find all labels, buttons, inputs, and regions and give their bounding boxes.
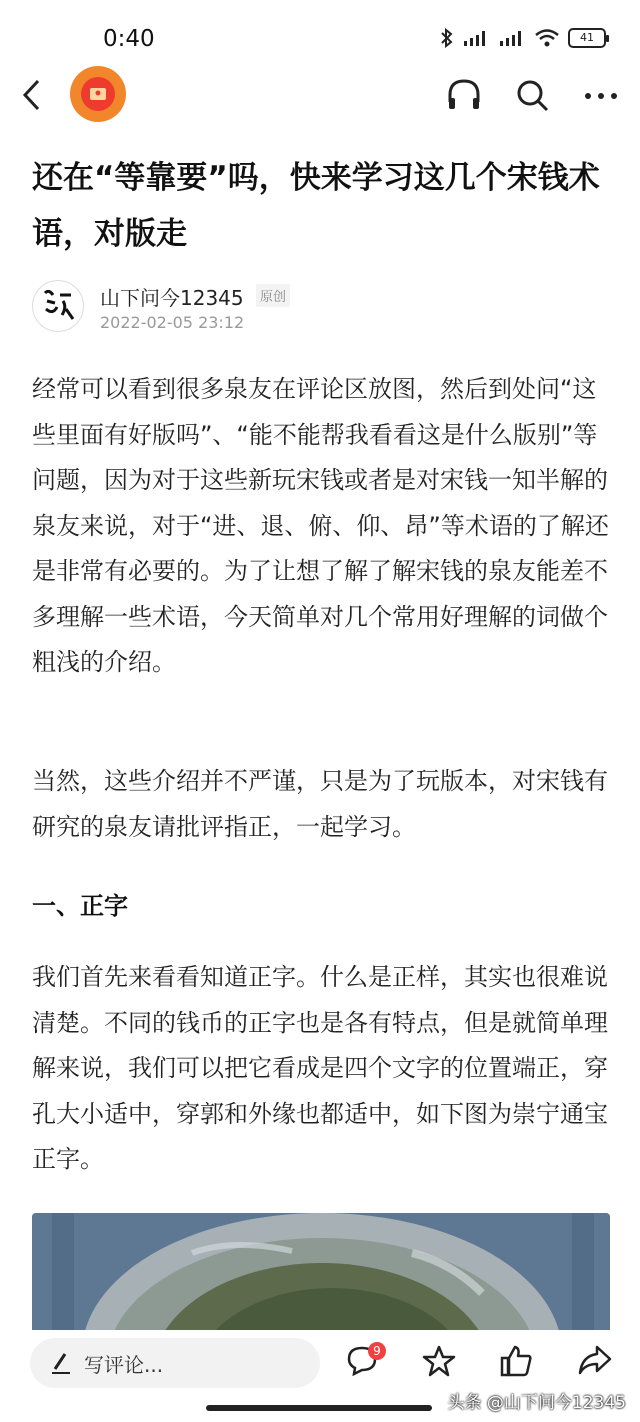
star-icon[interactable] bbox=[422, 1344, 456, 1378]
battery-indicator: 41 bbox=[568, 28, 606, 48]
avatar[interactable] bbox=[32, 280, 84, 332]
comment-input[interactable] bbox=[30, 1338, 320, 1388]
search-icon[interactable] bbox=[515, 78, 551, 114]
author-name[interactable]: 山下问今12345 bbox=[100, 286, 244, 310]
paragraph: 当然，这些介绍并不严谨，只是为了玩版本，对宋钱有研究的泉友请批评指正，一起学习。 bbox=[32, 767, 608, 841]
status-icons bbox=[440, 28, 606, 48]
like-icon[interactable] bbox=[499, 1344, 533, 1378]
headphones-icon[interactable] bbox=[446, 78, 482, 112]
article-title: 还在“等靠要”吗，快来学习这几个宋钱术语，对版走 bbox=[32, 160, 600, 252]
paragraph: 经常可以看到很多泉友在评论区放图，然后到处问“这些里面有好版吗”、“能不能帮我看看这是什么版别”等问题，因为对于这些新玩宋钱或者是对宋钱一知半解的泉友来说，对于“进、退、俯、仰、昂”等术语的了解还是非常有必要的。为了让想了解了解宋钱的泉友能差不多理解一些术语，今天简单对几个常用好理解的词做个粗浅的介绍。 bbox=[32, 375, 609, 676]
home-indicator[interactable] bbox=[206, 1405, 432, 1411]
share-icon[interactable] bbox=[577, 1344, 613, 1376]
wifi-icon bbox=[534, 28, 560, 48]
author-row bbox=[32, 280, 612, 340]
watermark: 头条 @山下问今12345 bbox=[447, 1393, 626, 1413]
status-time: 0:40 bbox=[103, 26, 155, 52]
logo-icon[interactable] bbox=[70, 66, 126, 122]
back-icon[interactable] bbox=[20, 78, 44, 112]
section-heading: 一、正字 bbox=[32, 892, 128, 920]
pencil-icon bbox=[50, 1351, 72, 1375]
bluetooth-icon bbox=[440, 28, 454, 48]
top-nav-bar bbox=[0, 66, 640, 126]
signal-icon bbox=[462, 28, 490, 48]
paragraph: 我们首先来看看知道正字。什么是正样，其实也很难说清楚。不同的钱币的正字也是各有特点，但是就简单理解来说，我们可以把它看成是四个文字的位置端正，穿孔大小适中，穿郭和外缘也都适中，如下图为崇宁通宝正字。 bbox=[32, 963, 608, 1173]
status-bar bbox=[0, 0, 640, 70]
signal-icon-2 bbox=[498, 28, 526, 48]
original-tag: 原创 bbox=[256, 284, 290, 307]
more-icon[interactable] bbox=[584, 92, 618, 100]
comment-count-badge: 9 bbox=[368, 1342, 386, 1360]
article-image[interactable] bbox=[32, 1213, 610, 1339]
publish-date: 2022-02-05 23:12 bbox=[100, 313, 245, 332]
comment-placeholder: 写评论... bbox=[84, 1352, 164, 1377]
